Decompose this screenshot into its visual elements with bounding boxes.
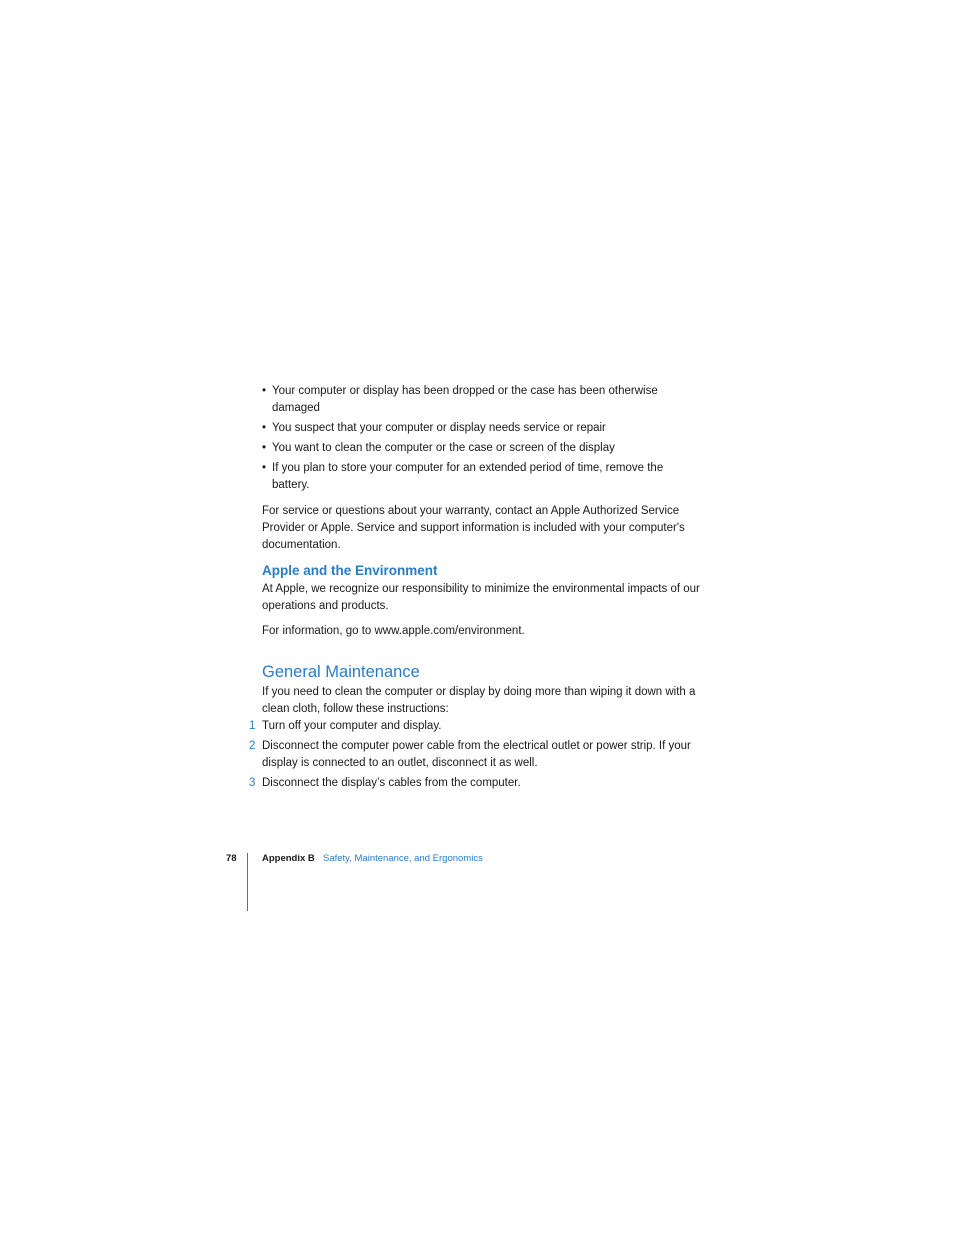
bullet-marker: •: [262, 442, 267, 454]
bullet-text: If you plan to store your computer for an extended period of time, remove the battery.: [272, 462, 664, 491]
bullet-text: You want to clean the computer or the case or screen of the display: [272, 442, 615, 454]
step-item: [240, 775, 710, 792]
footer-divider: [247, 853, 248, 911]
step-number: 1: [249, 720, 256, 732]
bullet-marker: •: [262, 422, 267, 434]
bullet-list: [262, 383, 702, 497]
step-text: Turn off your computer and display.: [262, 720, 442, 732]
bullet-marker: •: [262, 385, 267, 397]
step-text: Disconnect the display’s cables from the computer.: [262, 777, 521, 789]
bullet-text: Your computer or display has been dropped or the case has been otherwise damaged: [272, 385, 658, 414]
step-number: 3: [249, 777, 256, 789]
service-paragraph: For service or questions about your warranty, contact an Apple Authorized Service Provider or Apple. Service and support information is included with your computer's documentation.: [262, 505, 685, 551]
environment-heading: Apple and the Environment: [262, 563, 438, 578]
steps-list: [240, 718, 710, 795]
bullet-text: You suspect that your computer or display needs service or repair: [272, 422, 606, 434]
maintenance-intro: If you need to clean the computer or display by doing more than wiping it down with a clean cloth, follow these instructions:: [262, 686, 696, 715]
step-number: 2: [249, 740, 256, 752]
environment-link-paragraph: For information, go to www.apple.com/environment.: [262, 625, 525, 637]
maintenance-heading: General Maintenance: [262, 663, 420, 681]
list-item: [262, 440, 702, 457]
footer-appendix-label: Appendix B: [262, 853, 315, 864]
list-item: [262, 383, 702, 417]
step-item: [240, 718, 710, 735]
list-item: [262, 460, 702, 494]
bullet-marker: •: [262, 462, 267, 474]
environment-paragraph: At Apple, we recognize our responsibility to minimize the environmental impacts of our operations and products.: [262, 583, 700, 612]
step-item: [240, 738, 710, 772]
page-number: 78: [226, 853, 237, 864]
list-item: [262, 420, 702, 437]
step-text: Disconnect the computer power cable from the electrical outlet or power strip. If your display is connected to an outlet, disconnect it as well.: [262, 740, 691, 769]
footer-section-title: Safety, Maintenance, and Ergonomics: [323, 853, 483, 864]
